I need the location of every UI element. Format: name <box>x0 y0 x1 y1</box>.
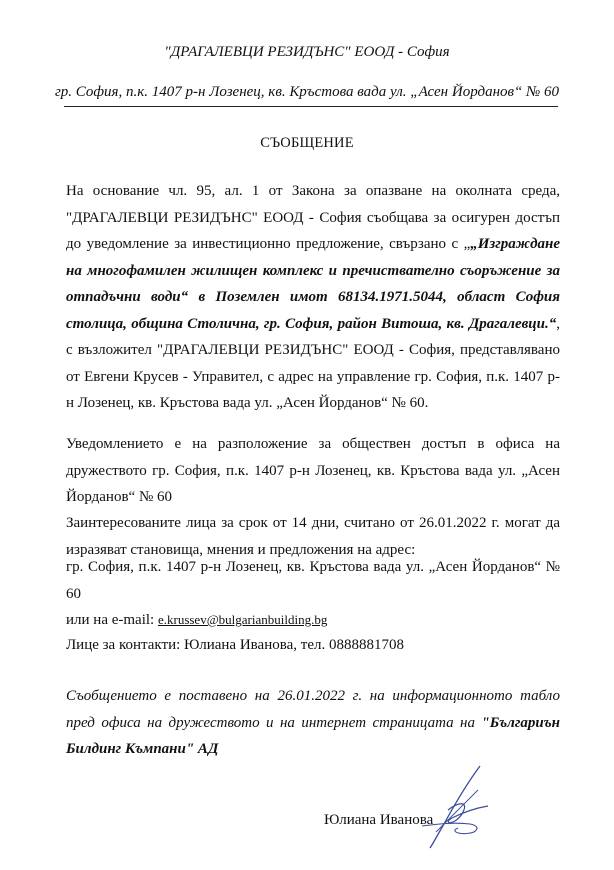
email-link[interactable]: e.krussev@bulgarianbuilding.bg <box>157 612 328 627</box>
paragraph-posting-notice <box>66 683 560 763</box>
document-title: СЪОБЩЕНИЕ <box>260 135 354 151</box>
paragraph-announcement <box>66 178 560 417</box>
header-divider <box>64 106 558 107</box>
announcement-text-contractor: , с възложител "ДРАГАЛЕВЦИ РЕЗИДЪНС" ЕООД - София, представлявано от Евгени Крусев - Управител, с адрес на управление гр. София, п.к. 1407 р-н Лозенец, кв. Кръстова вада ул. „Асен Йорданов“ № 60. <box>66 315 560 411</box>
paragraph-availability: Уведомлението е на разположение за обществен достъп в офиса на дружеството гр. София, п.к. 1407 р-н Лозенец, кв. Кръстова вада ул. „Асен Йорданов“ № 60 <box>66 436 560 505</box>
company-name-bold: "Българиън Билдинг Къмпани" АД <box>66 714 560 757</box>
signature-name: Юлиана Иванова <box>324 812 434 828</box>
handwritten-signature <box>418 762 498 852</box>
comments-address: гр. София, п.к. 1407 р-н Лозенец, кв. Кръстова вада ул. „Асен Йорданов“ № 60 <box>66 559 560 602</box>
posting-notice-text: Съобщението е поставено на 26.01.2022 г. на информационното табло пред офиса на дружеството и на интернет страницата на <box>66 688 560 731</box>
announcement-text-intro: На основание чл. 95, ал. 1 от Закона за опазване на околната среда, "ДРАГАЛЕВЦИ РЕЗИДЪНС" ЕООД - София съобщава за осигурен достъп до уведомление за инвестиционно предложение, свързано с „ <box>66 183 560 252</box>
email-prefix: или на e-mail: <box>66 612 158 628</box>
paragraph-comments-address <box>66 554 560 634</box>
header-address: гр. София, п.к. 1407 р-н Лозенец, кв. Кръстова вада ул. „Асен Йорданов“ № 60 <box>54 84 560 100</box>
project-description: „Изграждане на многофамилен жилищен комплекс и пречиствателно съоръжение за отпадъчни води“ в Поземлен имот 68134.1971.5044, област София столица, община Столична, гр. София, район Витоша, кв. Драгалевци.“ <box>66 236 560 332</box>
paragraph-comments: Заинтересованите лица за срок от 14 дни, считано от 26.01.2022 г. могат да изразяват становища, мнения и предложения на адрес: <box>66 515 560 558</box>
header-company-name: "ДРАГАЛЕВЦИ РЕЗИДЪНС" ЕООД - София <box>164 44 450 60</box>
paragraph-contact: Лице за контакти: Юлиана Иванова, тел. 0888881708 <box>66 637 404 653</box>
